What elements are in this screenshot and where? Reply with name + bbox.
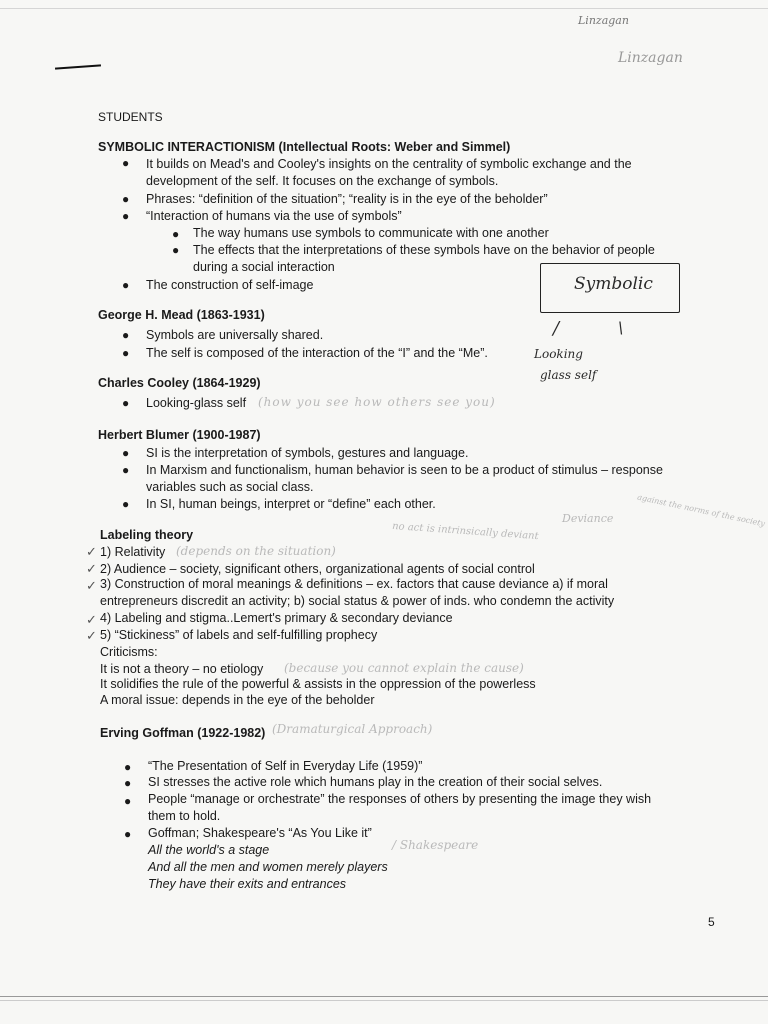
page-number: 5 [708,915,715,929]
pen-mark [55,64,101,69]
handwritten-goffman-note: (Dramaturgical Approach) [272,722,433,736]
check-mark-icon: ✓ [86,612,97,627]
students-heading: STUDENTS [98,110,163,124]
bullet-icon: ● [122,328,130,342]
handwritten-relativity-note: (depends on the situation) [176,544,336,558]
bullet-icon: ● [122,192,130,206]
list-item: 2) Audience – society, significant others, organizational agents of social control [100,562,535,576]
quote-line: All the world's a stage [148,843,270,857]
handwritten-glass-self: glass self [540,368,597,382]
handwritten-arrow-mark: / [553,318,560,339]
criticism-line: A moral issue: depends in the eye of the beholder [100,693,375,707]
handwritten-name-top: Linzagan [578,14,629,27]
paragraph-line: People “manage or orchestrate” the responses of others by presenting the image they wish [148,792,652,806]
paragraph-line: Looking-glass self [146,396,247,410]
bullet-icon: ● [122,278,130,292]
handwritten-cooley-note: (how you see how others see you) [258,395,496,409]
handwritten-theory-note: (because you cannot explain the cause) [284,661,524,675]
quote-line: They have their exits and entrances [148,877,347,891]
check-mark-icon: ✓ [86,544,97,559]
bullet-icon: ● [124,794,132,808]
criticisms-label: Criticisms: [100,645,158,659]
paragraph-line: In SI, human beings, interpret or “define” each other. [146,497,436,511]
bullet-icon: ● [122,156,130,170]
check-mark-icon: ✓ [86,628,97,643]
section-title-labeling-theory: Labeling theory [100,528,194,542]
list-item: 5) “Stickiness” of labels and self-fulfilling prophecy [100,628,378,642]
paragraph-line: “Interaction of humans via the use of symbols” [146,209,402,223]
bullet-icon: ● [122,497,130,511]
handwritten-looking: Looking [534,347,583,361]
bullet-icon: ● [124,827,132,841]
bullet-icon: ● [122,446,130,460]
paragraph-line: Goffman; Shakespeare's “As You Like it” [148,826,372,840]
check-mark-icon: ✓ [86,578,97,593]
bullet-icon: ● [122,396,130,410]
handwritten-intrinsic-note: no act is intrinsically deviant [391,520,539,543]
handwritten-name-faint: Linzagan [618,50,683,66]
quote-line: And all the men and women merely players [148,860,388,874]
scan-edge-bottom-inner [0,1000,768,1001]
paragraph-line: SI is the interpretation of symbols, gestures and language. [146,446,469,460]
section-title-cooley: Charles Cooley (1864-1929) [98,376,261,390]
section-title-mead: George H. Mead (1863-1931) [98,308,265,322]
handwritten-deviance: Deviance [562,512,614,525]
paragraph-line: Symbols are universally shared. [146,328,324,342]
list-item: 3) Construction of moral meanings & definitions – ex. factors that cause deviance a) if moral [100,577,608,591]
bullet-icon: ● [124,760,132,774]
bullet-icon: ● [122,209,130,223]
section-title-blumer: Herbert Blumer (1900-1987) [98,428,261,442]
bullet-icon: ● [122,463,130,477]
paragraph-line: The construction of self-image [146,278,314,292]
paragraph-line: In Marxism and functionalism, human behavior is seen to be a product of stimulus – response [146,463,663,477]
section-title-goffman: Erving Goffman (1922-1982) [100,726,266,740]
paragraph-line: “The Presentation of Self in Everyday Life (1959)” [148,759,423,773]
check-mark-icon: ✓ [86,561,97,576]
handwritten-arrow-mark: \ [618,318,624,337]
list-item: entrepreneurs discredit an activity; b) social status & power of inds. who condemn the activity [100,594,615,608]
criticism-line: It solidifies the rule of the powerful & assists in the oppression of the powerless [100,677,536,691]
bullet-icon: ● [122,346,130,360]
handwritten-deviance-note: against the norms of the society [636,492,766,529]
section-title-symbolic-interactionism: SYMBOLIC INTERACTIONISM (Intellectual Roots: Weber and Simmel) [98,140,511,154]
paragraph-line: SI stresses the active role which humans play in the creation of their social selves. [148,775,603,789]
handwritten-shakespeare: / Shakespeare [392,838,479,852]
list-item: 1) Relativity [100,545,166,559]
scan-edge-top [0,8,768,9]
criticism-line: It is not a theory – no etiology [100,662,264,676]
paragraph-line: during a social interaction [193,260,335,274]
handwritten-symbolic: Symbolic [574,274,653,294]
scan-edge-bottom [0,996,768,997]
paragraph-line: The effects that the interpretations of these symbols have on the behavior of people [193,243,655,257]
bullet-icon: ● [124,776,132,790]
paragraph-line: The self is composed of the interaction of the “I” and the “Me”. [146,346,488,360]
bullet-icon: ● [172,243,180,257]
paragraph-line: development of the self. It focuses on the exchange of symbols. [146,174,499,188]
paragraph-line: The way humans use symbols to communicate with one another [193,226,549,240]
bullet-icon: ● [172,227,180,241]
paragraph-line: them to hold. [148,809,221,823]
paragraph-line: variables such as social class. [146,480,314,494]
list-item: 4) Labeling and stigma..Lemert's primary & secondary deviance [100,611,453,625]
paragraph-line: Phrases: “definition of the situation”; “reality is in the eye of the beholder” [146,192,548,206]
paragraph-line: It builds on Mead's and Cooley's insights on the centrality of symbolic exchange and the [146,157,632,171]
